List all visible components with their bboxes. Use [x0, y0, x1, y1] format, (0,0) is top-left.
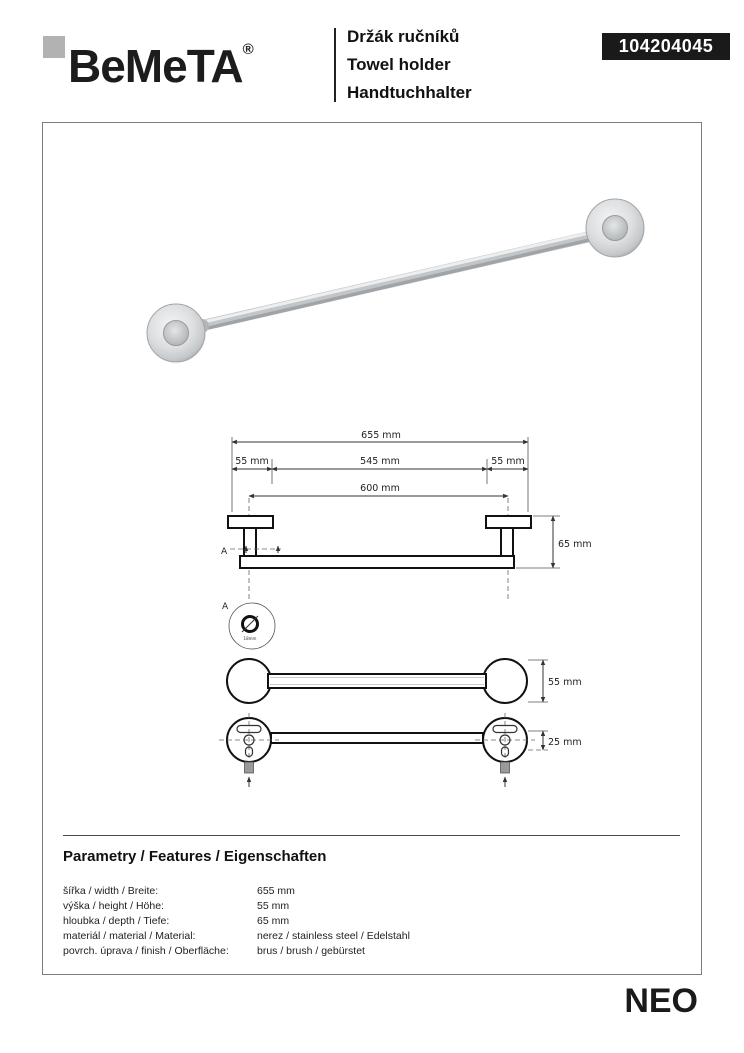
- parameter-value: 655 mm: [257, 885, 295, 897]
- series-name: NEO: [624, 982, 698, 1020]
- photo-right-flange: [586, 199, 644, 257]
- left-screw: [245, 762, 254, 787]
- parameter-label: povrch. úprava / finish / Oberfläche:: [63, 945, 229, 957]
- parameter-row-height: [63, 899, 557, 914]
- detail-a-view-label: A: [222, 602, 229, 612]
- parameter-row-width: [63, 884, 557, 899]
- product-code-badge: [602, 33, 730, 60]
- technical-drawing: [42, 412, 702, 812]
- right-screw: [501, 762, 510, 787]
- parameters-divider: [63, 835, 680, 836]
- photo-left-flange: [147, 304, 205, 362]
- bottom-view-part: [219, 713, 535, 787]
- product-title-cs: Držák ručníků: [347, 27, 460, 46]
- product-title-de: Handtuchhalter: [347, 83, 472, 102]
- brand-logo-text: BeMeTA: [68, 40, 243, 92]
- dimension-overall-width: [232, 430, 528, 512]
- registered-trademark-icon: ®: [242, 41, 254, 58]
- photo-bar: [196, 231, 601, 331]
- header-divider: [334, 28, 336, 102]
- dim-depth-label: 65 mm: [558, 539, 592, 550]
- parameter-label: výška / height / Höhe:: [63, 900, 164, 912]
- parameter-row-depth: [63, 914, 557, 929]
- parameters-heading: Parametry / Features / Eigenschaften: [63, 848, 327, 865]
- dim-overall-width-label: 655 mm: [361, 430, 401, 441]
- dim-between-label: 545 mm: [360, 456, 400, 467]
- parameter-label: hloubka / depth / Tiefe:: [63, 915, 170, 927]
- parameter-row-finish: [63, 944, 557, 959]
- dim-centers-label: 600 mm: [360, 483, 400, 494]
- dimension-end-offsets: [232, 456, 528, 484]
- dimension-plate: [528, 731, 582, 750]
- top-view-part: [228, 516, 531, 568]
- dimension-height: [528, 660, 582, 702]
- product-code: 104204045: [618, 36, 714, 56]
- detail-a-view: [222, 602, 275, 649]
- dim-height-label: 55 mm: [548, 677, 582, 688]
- product-photo: [42, 122, 702, 412]
- parameter-label: materiál / material / Material:: [63, 930, 196, 942]
- dim-plate-label: 25 mm: [548, 737, 582, 748]
- product-title-en: Towel holder: [347, 55, 451, 74]
- brand-logo: [68, 24, 254, 92]
- dim-tube-label: 18mm: [243, 636, 257, 641]
- parameter-value: brus / brush / gebürstet: [257, 945, 365, 957]
- detail-a-marker-label: A: [221, 547, 228, 557]
- parameter-value: 65 mm: [257, 915, 290, 927]
- dim-right-end-label: 55 mm: [491, 456, 525, 467]
- product-titles: [347, 23, 472, 107]
- dim-left-end-label: 55 mm: [235, 456, 269, 467]
- parameter-value: nerez / stainless steel / Edelstahl: [257, 930, 410, 942]
- front-view-part: [227, 659, 527, 703]
- parameters-table: [63, 884, 557, 959]
- brand-logo-square: [43, 36, 65, 58]
- parameter-row-material: [63, 929, 557, 944]
- parameter-value: 55 mm: [257, 900, 290, 912]
- parameter-label: šířka / width / Breite:: [63, 885, 159, 897]
- dimension-mount-centers: [249, 483, 508, 496]
